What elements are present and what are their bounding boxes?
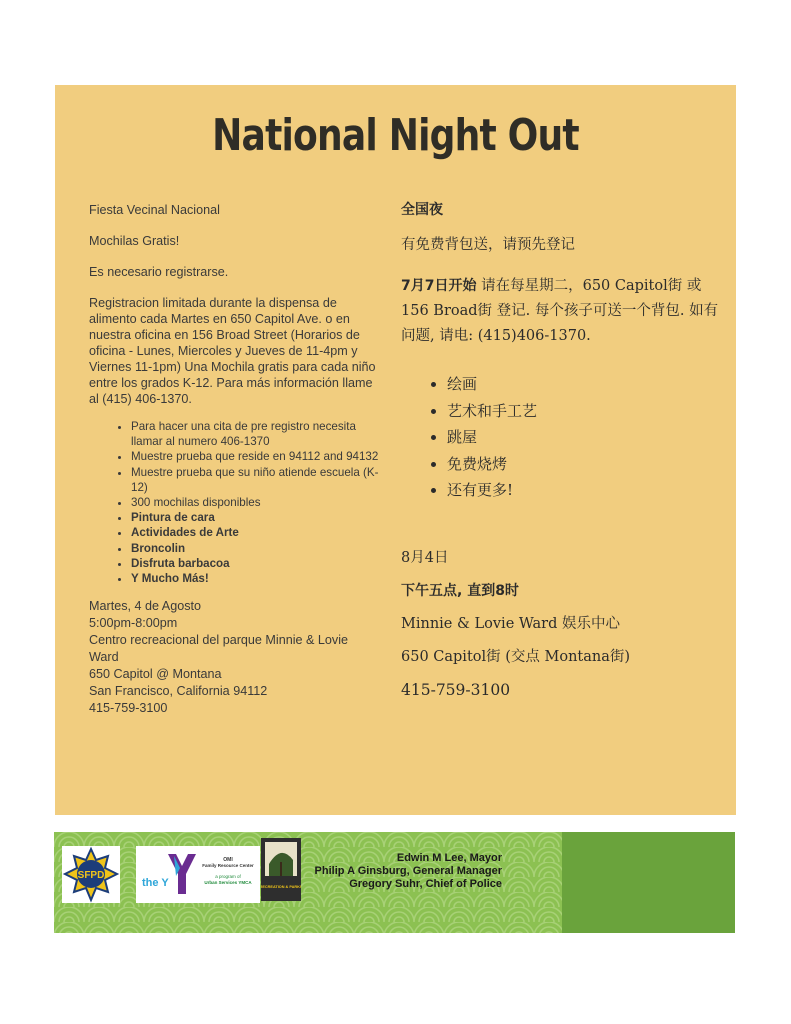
es-venue: Centro recreacional del parque Minnie & Lovie Ward (89, 633, 349, 665)
es-bullet: • Muestre prueba que su niño atiende escuela (K-12) (131, 465, 379, 495)
es-bullet: • Actividades de Arte (131, 525, 379, 540)
es-bullet: • Y Mucho Más! (131, 571, 379, 586)
es-line-1: Fiesta Vecinal Nacional (89, 203, 220, 217)
official-general-manager: Philip A Ginsburg, General Manager (314, 865, 502, 877)
zh-bullet: • 免费烧烤 (447, 451, 721, 478)
es-paragraph: Registracion limitada durante la dispensa de alimento cada Martes en 650 Capitol Ave. o en nuestra oficina en 156 Broad Street (Horarios de oficina - Lunes, Miercoles y Jueves de 11-4pm y Viernes 11-1pm) Una Mochila gratis para cada niño entre los grados K-12. Para más información llame al (415) 406-1370. (89, 296, 376, 406)
sfpd-logo-text: SFPD (77, 870, 105, 881)
sfpd-logo (62, 846, 120, 903)
zh-bullet: • 艺术和手工艺 (447, 398, 721, 425)
es-city: San Francisco, California 94112 (89, 684, 268, 699)
ymca-logo-text: the Y (142, 877, 169, 889)
zh-venue: Minnie & Lovie Ward 娱乐中心 (401, 615, 620, 632)
es-bullet: • Para hacer una cita de pre registro necesita llamar al numero 406-1370 (131, 419, 379, 449)
zh-event-info (401, 542, 721, 707)
svg-text:Urban Services YMCA: Urban Services YMCA (204, 880, 252, 885)
sponsor-banner (54, 832, 735, 933)
es-bullet: • 300 mochilas disponibles (131, 495, 379, 510)
official-chief-of-police: Gregory Suhr, Chief of Police (349, 878, 502, 890)
zh-bullet: • 跳屋 (447, 424, 721, 451)
es-bullet: • Pintura de cara (131, 510, 379, 525)
zh-paragraph-text: 请在每星期二，650 Capitol街 或 156 Broad街 登记. 每个孩子可送一个背包. 如有问题, 请电: (415)406-1370. (401, 278, 719, 344)
banner-solid-panel (562, 832, 735, 933)
zh-start-date: 7月7日开始 (401, 278, 477, 294)
es-bullet: • Broncolin (131, 541, 379, 556)
page-title: National Night Out (212, 110, 579, 161)
chinese-column (401, 199, 721, 707)
es-bullet-list (89, 419, 379, 586)
es-bullet: • Disfruta barbacoa (131, 556, 379, 571)
es-phone: 415-759-3100 (89, 701, 168, 716)
zh-bullet: • 绘画 (447, 371, 721, 398)
zh-street: 650 Capitol街 (交点 Montana街) (401, 648, 631, 665)
zh-bullet: • 还有更多! (447, 477, 721, 504)
zh-time: 下午五点, 直到8时 (401, 582, 519, 599)
zh-heading: 全国夜 (401, 202, 443, 218)
es-address-block (89, 598, 379, 717)
zh-bullet-list (401, 371, 721, 504)
officials-list (304, 852, 502, 891)
svg-text:OMI: OMI (223, 857, 233, 863)
es-line-2: Mochilas Gratis! (89, 234, 180, 248)
zh-phone: 415-759-3100 (401, 680, 511, 699)
es-line-3: Es necesario registrarse. (89, 265, 229, 279)
official-mayor: Edwin M Lee, Mayor (396, 852, 502, 864)
svg-text:a program of: a program of (215, 874, 241, 879)
rec-parks-logo (261, 838, 301, 901)
spanish-column (89, 202, 379, 717)
flyer (55, 85, 736, 815)
es-date: Martes, 4 de Agosto (89, 599, 202, 614)
zh-paragraph (401, 274, 721, 349)
es-street: 650 Capitol @ Montana (89, 667, 222, 682)
zh-date: 8月4日 (401, 549, 449, 566)
ymca-logo (136, 846, 260, 903)
svg-text:Family Resource Center: Family Resource Center (202, 863, 254, 868)
es-time: 5:00pm-8:00pm (89, 616, 178, 631)
es-bullet: • Muestre prueba que reside en 94112 and 94132 (131, 449, 379, 464)
rec-logo-text: RECREATION & PARKS (261, 885, 301, 889)
zh-line-1: 有免费背包送，请预先登记 (401, 237, 575, 253)
